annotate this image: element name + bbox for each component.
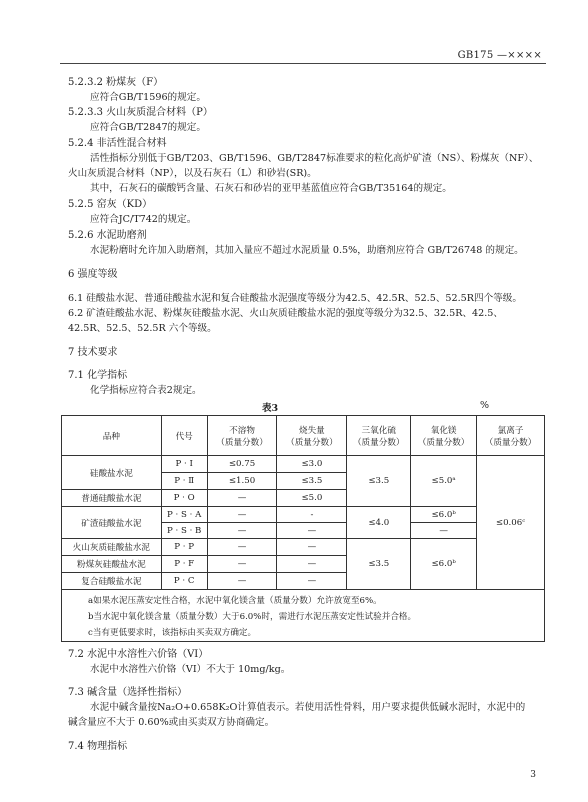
section-6-2-cont: 42.5R、52.5、52.5R 六个等级。 (68, 323, 217, 334)
cell-mgo: — (411, 523, 477, 539)
section-6-heading: 6 强度等级 (68, 269, 118, 280)
section-5-2-5-body: 应符合JC/T742的规定。 (90, 214, 197, 225)
header-loss-line1: 烧失量 (298, 425, 325, 436)
section-6-1: 6.1 硅酸盐水泥、普通硅酸盐水泥和复合硅酸盐水泥强度等级分为42.5、42.5R、52.5、52.5R四个等级。 (68, 293, 522, 304)
section-7-3: 7.3 碱含量（选择性指标） (68, 687, 188, 698)
section-5-2-4-body-3: 其中，石灰石的碳酸钙含量、石灰石和砂岩的亚甲基蓝值应符合GB/T35164的规定。 (90, 183, 452, 194)
table-caption: 表3 (262, 403, 279, 414)
cell-insoluble: ≤1.50 (207, 473, 277, 490)
table-row (62, 539, 545, 556)
section-7-3-body-1: 水泥中碱含量按Na₂O+0.658K₂O计算值表示。若使用活性骨料，用户要求提供低碱水泥时，水泥中的 (90, 702, 526, 713)
table-note-b: b当水泥中氧化镁含量（质量分数）大于6.0%时，需进行水泥压蒸安定性试验并合格。 (88, 612, 417, 622)
section-5-2-4: 5.2.4 非活性混合材料 (68, 138, 167, 149)
cell-loss: ≤3.0 (277, 456, 347, 473)
cell-insoluble: — (207, 556, 277, 573)
header-chloride-line1: 氯离子 (497, 425, 524, 436)
header-so3-line1: 三氧化硫 (361, 425, 396, 436)
section-7-3-body-2: 碱含量应不大于 0.60%或由买卖双方协商确定。 (68, 717, 275, 728)
cell-insoluble: — (207, 573, 277, 590)
section-6-2: 6.2 矿渣硅酸盐水泥、粉煤灰硅酸盐水泥、火山灰质硅酸盐水泥的强度等级分为32.5、32.5R、42.5、 (68, 308, 503, 319)
table-notes-cell (62, 590, 545, 642)
cell-code: P · F (161, 556, 207, 573)
cell-code: P · I (161, 456, 207, 473)
cell-so3: ≤3.5 (347, 456, 411, 507)
cell-chloride: ≤0.06ᶜ (477, 456, 545, 590)
header-mgo (411, 416, 477, 456)
section-7-4: 7.4 物理指标 (68, 741, 128, 752)
cell-code: P · C (161, 573, 207, 590)
table-header-row (62, 416, 545, 456)
cell-loss: — (277, 556, 347, 573)
doc-id: GB175 —×××× (457, 50, 542, 61)
header-kind: 品种 (62, 416, 162, 456)
cell-loss: — (277, 573, 347, 590)
header-so3-line2: （质量分数） (352, 437, 405, 448)
header-mgo-line2: （质量分数） (417, 437, 470, 448)
table-note-c: c当有更低要求时，该指标由买卖双方确定。 (88, 628, 257, 638)
cell-code: P · O (161, 490, 207, 507)
header-chloride-line2: （质量分数） (484, 437, 537, 448)
section-5-2-5: 5.2.5 窑灰（KD） (68, 199, 153, 210)
cell-insoluble: — (207, 507, 277, 523)
section-5-2-6-body: 水泥粉磨时允许加入助磨剂，其加入量应不超过水泥质量 0.5%，助磨剂应符合 GB/T26748 的规定。 (90, 245, 524, 256)
cell-code: P · P (161, 539, 207, 556)
chemical-index-table (61, 415, 545, 642)
cell-code: P · S · A (161, 507, 207, 523)
cell-kind: 火山灰质硅酸盐水泥 (62, 539, 162, 556)
section-7-1: 7.1 化学指标 (68, 370, 128, 381)
table-note-a: a如果水泥压蒸安定性合格，水泥中氧化镁含量（质量分数）允许放宽至6%。 (88, 596, 382, 606)
section-5-2-3-2: 5.2.3.2 粉煤灰（F） (68, 77, 164, 88)
cell-code: P · Ⅱ (161, 473, 207, 490)
cell-so3: ≤3.5 (347, 539, 411, 590)
cell-kind: 复合硅酸盐水泥 (62, 573, 162, 590)
cell-insoluble: — (207, 490, 277, 507)
cell-kind: 矿渣硅酸盐水泥 (62, 507, 162, 539)
section-7-1-body: 化学指标应符合表2规定。 (90, 385, 202, 396)
header-loss-line2: （质量分数） (286, 437, 338, 448)
page-number: 3 (530, 770, 536, 780)
cell-insoluble: — (207, 539, 277, 556)
cell-insoluble: ≤0.75 (207, 456, 277, 473)
cell-loss: — (277, 523, 347, 539)
section-7-2: 7.2 水泥中水溶性六价铬（VI） (68, 649, 209, 660)
cell-so3: ≤4.0 (347, 507, 411, 539)
header-insoluble-line1: 不溶物 (229, 425, 255, 436)
cell-mgo: ≤5.0ᵃ (411, 456, 477, 507)
section-7-2-body: 水泥中水溶性六价铬（VI）不大于 10mg/kg。 (90, 664, 291, 675)
cell-mgo: ≤6.0ᵇ (411, 539, 477, 590)
header-rule (60, 63, 546, 64)
section-7-heading: 7 技术要求 (68, 347, 118, 358)
table-unit: % (480, 400, 490, 411)
header-mgo-line1: 氧化镁 (430, 425, 457, 436)
cell-loss: - (277, 507, 347, 523)
cell-loss: ≤5.0 (277, 490, 347, 507)
cell-loss: — (277, 539, 347, 556)
header-code: 代号 (161, 416, 207, 456)
section-5-2-3-3-body: 应符合GB/T2847的规定。 (90, 122, 206, 133)
cell-loss: ≤3.5 (277, 473, 347, 490)
header-insoluble-line2: （质量分数） (216, 437, 268, 448)
cell-kind: 普通硅酸盐水泥 (62, 490, 162, 507)
header-loss (277, 416, 347, 456)
section-5-2-3-2-body: 应符合GB/T1596的规定。 (90, 92, 206, 103)
cell-insoluble: — (207, 523, 277, 539)
table-row (62, 507, 545, 523)
section-5-2-3-3: 5.2.3.3 火山灰质混合材料（P） (68, 107, 213, 118)
cell-code: P · S · B (161, 523, 207, 539)
cell-kind: 硅酸盐水泥 (62, 456, 162, 490)
section-5-2-4-body-1: 活性指标分别低于GB/T203、GB/T1596、GB/T2847标准要求的粒化高炉矿渣（NS）、粉煤灰（NF）、 (90, 153, 539, 164)
table-row (62, 456, 545, 473)
header-so3 (347, 416, 411, 456)
section-5-2-4-body-2: 火山灰质混合材料（NP），以及石灰石（L）和砂岩(SR)。 (68, 168, 317, 179)
cell-mgo: ≤6.0ᵇ (411, 507, 477, 523)
cell-kind: 粉煤灰硅酸盐水泥 (62, 556, 162, 573)
header-chloride (477, 416, 545, 456)
table-notes-row (62, 590, 545, 642)
section-5-2-6: 5.2.6 水泥助磨剂 (68, 230, 147, 241)
header-insoluble (207, 416, 277, 456)
